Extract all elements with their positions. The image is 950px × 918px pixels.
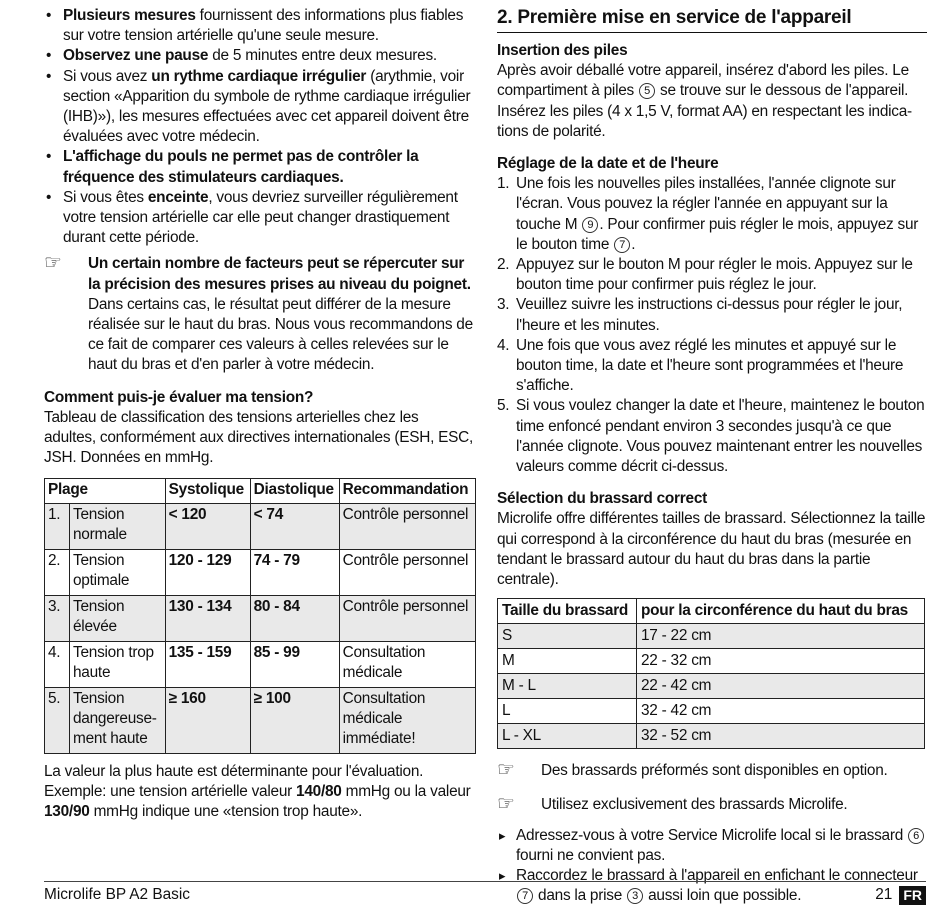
list-item: • Si vous êtes enceinte, vous devriez surveiller régulièrement votre tension artérielle car elle peut changer drastiquement durant cette période. [44, 188, 474, 249]
pointing-hand-icon: ☞ [497, 793, 515, 816]
list-item: 1. Une fois les nouvelles piles installées, l'année clignote sur l'écran. Vous pouvez la régler l'année en appuyant sur la touche M 9 . Pour confirmer puis régler le mois, appuyez sur le bouton time 7 . [497, 175, 919, 253]
evaluation-example: Exemple: une tension artérielle valeur 140/80 mmHg ou la valeur 130/90 mmHg indique une «tension trop haute». [44, 782, 471, 821]
table-row: M - L 22 - 42 cm [498, 674, 925, 699]
cuff-heading: Sélection du brassard correct [497, 490, 708, 508]
table-row: 5. Tension dangereuse-ment haute ≥ 160 ≥ 100 Consultation médicale immédiate! [45, 687, 476, 753]
section-title: 2. Première mise en service de l'appareil [497, 6, 927, 33]
reference-number: 7 [517, 888, 533, 904]
evaluation-rule: La valeur la plus haute est déterminante pour l'évaluation. [44, 762, 424, 780]
piles-text: Après avoir déballé votre appareil, insérez d'abord les piles. Le compartiment à piles 5 se trouve sur le dessous de l'appareil. Insérez les piles (4 x 1,5 V, format AA) en respectant les indica-tions de polarité. [497, 62, 912, 140]
table-row: 3. Tension élevée 130 - 134 80 - 84 Contrôle personnel [45, 595, 476, 641]
right-column [497, 6, 927, 907]
col-header-size: Taille du brassard [498, 599, 637, 624]
col-header-diastolique: Diastolique [250, 479, 339, 503]
page-marker [875, 885, 926, 905]
eval-text: Tableau de classification des tensions arterielles chez les adultes, conformément aux directives internationales (ESH, ESC, JSH. Données en mmHg. [44, 408, 474, 467]
list-item: • Observez une pause de 5 minutes entre deux mesures. [44, 46, 474, 66]
reference-number: 6 [908, 828, 924, 844]
microlife-cuff-note: ☞ Utilisez exclusivement des brassards Microlife. [497, 793, 848, 816]
table-row: 1. Tension normale < 120 < 74 Contrôle personnel [45, 503, 476, 549]
bp-classification-table [44, 478, 476, 753]
pointing-hand-icon: ☞ [497, 759, 515, 782]
list-item: ▸ Adressez-vous à votre Service Microlife local si le brassard 6 fourni ne convient pas. [497, 826, 927, 866]
page-footer [44, 881, 926, 914]
col-header-circumference: pour la circonférence du haut du bras [637, 599, 925, 624]
reference-number: 7 [614, 237, 630, 253]
table-row: L - XL 32 - 52 cm [498, 724, 925, 749]
list-item: • Si vous avez un rythme cardiaque irrégulier (arythmie, voir section «Apparition du symbole de rythme cardiaque irrégulier (IHB)»), les mesures effectuées avec cet appareil doivent être évaluées avec votre médecin. [44, 67, 474, 148]
col-header-plage: Plage [45, 479, 166, 503]
list-item: 5. Si vous voulez changer la date et l'heure, maintenez le bouton time enfoncé pendant environ 3 secondes jusqu'à ce que l'année clignote. Vous pouvez maintenant entrer les nouvelles valeurs comme décrit ci-dessus. [497, 397, 925, 476]
reference-number: 9 [582, 217, 598, 233]
wrist-measurement-note: ☞ Un certain nombre de facteurs peut se répercuter sur la précision des mesures prises au niveau du poignet. Dans certains cas, le résultat peut différer de la mesure réalisée sur le haut du bras. Nous vous recommandons de ce fait de comparer ces valeurs à celles relevées sur le haut du bras et d'en parler à votre médecin. [44, 254, 474, 375]
date-steps-list [497, 174, 927, 477]
table-row: S 17 - 22 cm [498, 624, 925, 649]
language-badge: FR [899, 886, 926, 905]
table-header-row [498, 599, 925, 624]
col-header-recommandation: Recommandation [339, 479, 475, 503]
reference-number: 3 [627, 888, 643, 904]
cuff-size-table [497, 598, 925, 749]
table-header-row [45, 479, 476, 503]
list-item: 4. Une fois que vous avez réglé les minutes et appuyé sur le bouton time, la date et l'heure sont programmées et l'heure s'affiche. [497, 336, 904, 395]
table-row: 2. Tension optimale 120 - 129 74 - 79 Contrôle personnel [45, 549, 476, 595]
reference-number: 5 [639, 83, 655, 99]
eval-heading: Comment puis-je évaluer ma tension? [44, 388, 314, 406]
table-row: L 32 - 42 cm [498, 699, 925, 724]
pointing-hand-icon: ☞ [44, 252, 62, 275]
list-item: 3. Veuillez suivre les instructions ci-dessus pour régler le jour, l'heure et les minutes. [497, 296, 903, 334]
table-row: 4. Tension trop haute 135 - 159 85 - 99 Consultation médicale [45, 641, 476, 687]
table-row: M 22 - 32 cm [498, 649, 925, 674]
page-number: 21 [875, 886, 893, 903]
list-item: ▸ Raccordez le brassard à l'appareil en enfichant le connecteur 7 dans la prise 3 aussi loin que possible. [497, 866, 927, 906]
precaution-list [44, 6, 474, 248]
list-item: 2. Appuyez sur le bouton M pour régler le mois. Appuyez sur le bouton time pour confirmer puis réglez le jour. [497, 256, 913, 294]
date-heading: Réglage de la date et de l'heure [497, 155, 719, 173]
list-item: • L'affichage du pouls ne permet pas de contrôler la fréquence des stimulateurs cardiaques. [44, 147, 474, 187]
list-item: • Plusieurs mesures fournissent des informations plus fiables sur votre tension artérielle qu'une seule mesure. [44, 6, 474, 46]
product-name: Microlife BP A2 Basic [44, 886, 190, 903]
col-header-systolique: Systolique [165, 479, 250, 503]
left-column [44, 6, 474, 822]
preformed-cuff-note: ☞ Des brassards préformés sont disponibles en option. [497, 759, 888, 782]
piles-heading: Insertion des piles [497, 42, 628, 59]
cuff-text: Microlife offre différentes tailles de brassard. Sélectionnez la taille qui correspond à la circonférence du haut du bras (mesurée en tendant le brassard autour du haut du bras dans la partie centrale). [497, 510, 926, 589]
